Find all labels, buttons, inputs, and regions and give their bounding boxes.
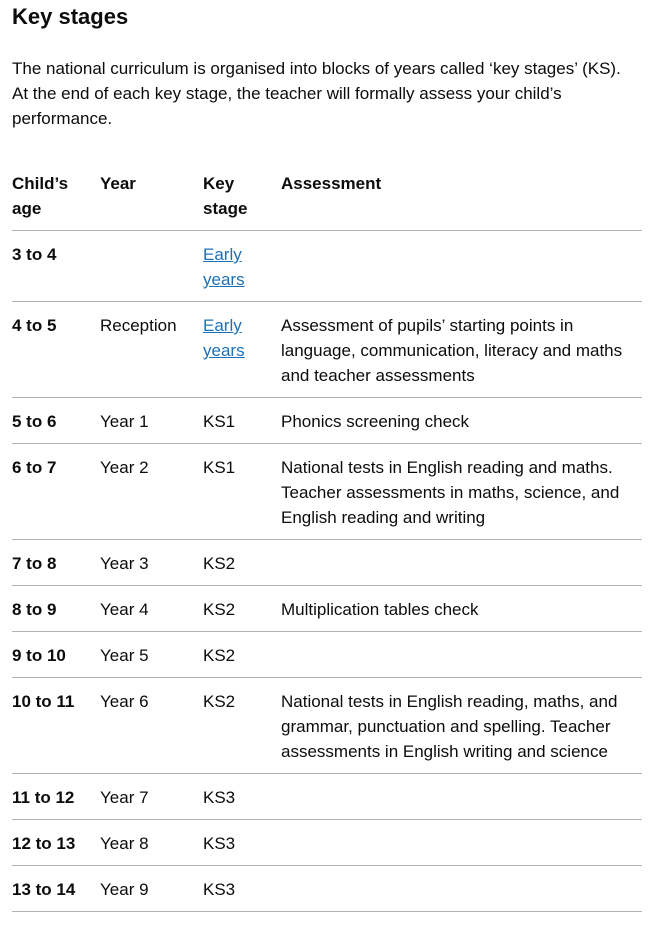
cell-age: 4 to 5	[12, 302, 100, 398]
cell-age: 9 to 10	[12, 632, 100, 678]
table-row	[12, 398, 642, 444]
cell-key-stage: KS3	[203, 774, 281, 820]
cell-age: 13 to 14	[12, 866, 100, 912]
cell-age: 10 to 11	[12, 678, 100, 774]
cell-year: Year 1	[100, 398, 203, 444]
cell-age: 8 to 9	[12, 586, 100, 632]
table-row	[12, 586, 642, 632]
header-year: Year	[100, 171, 203, 231]
table-row	[12, 302, 642, 398]
cell-assessment	[281, 774, 642, 820]
table-header-row	[12, 171, 642, 231]
key-stages-table	[12, 171, 642, 912]
cell-key-stage: KS2	[203, 632, 281, 678]
cell-year: Year 5	[100, 632, 203, 678]
cell-assessment: National tests in English reading, maths, and grammar, punctuation and spelling. Teacher assessments in English writing and science	[281, 678, 642, 774]
cell-key-stage: KS1	[203, 444, 281, 540]
cell-year: Year 4	[100, 586, 203, 632]
cell-age: 7 to 8	[12, 540, 100, 586]
key-stages-section	[12, 0, 642, 912]
cell-age: 3 to 4	[12, 231, 100, 302]
table-row	[12, 678, 642, 774]
cell-key-stage: KS2	[203, 678, 281, 774]
cell-year	[100, 231, 203, 302]
cell-key-stage: KS2	[203, 586, 281, 632]
table-row	[12, 231, 642, 302]
cell-year: Year 8	[100, 820, 203, 866]
header-childs-age: Child’s age	[12, 171, 100, 231]
cell-year: Year 6	[100, 678, 203, 774]
header-key-stage: Key stage	[203, 171, 281, 231]
cell-assessment	[281, 866, 642, 912]
cell-key-stage	[203, 302, 281, 398]
page-heading: Key stages	[12, 4, 129, 29]
cell-year: Year 2	[100, 444, 203, 540]
cell-assessment	[281, 540, 642, 586]
cell-year: Reception	[100, 302, 203, 398]
table-row	[12, 774, 642, 820]
cell-year: Year 3	[100, 540, 203, 586]
cell-year: Year 9	[100, 866, 203, 912]
intro-paragraph: The national curriculum is organised into blocks of years called ‘key stages’ (KS). At the end of each key stage, the teacher will formally assess your child’s performance.	[12, 59, 621, 128]
cell-age: 5 to 6	[12, 398, 100, 444]
cell-age: 6 to 7	[12, 444, 100, 540]
cell-age: 11 to 12	[12, 774, 100, 820]
table-row	[12, 820, 642, 866]
table-row	[12, 444, 642, 540]
cell-key-stage: KS1	[203, 398, 281, 444]
early-years-link[interactable]: Early years	[203, 245, 245, 289]
table-row	[12, 540, 642, 586]
cell-assessment: National tests in English reading and maths. Teacher assessments in maths, science, and English reading and writing	[281, 444, 642, 540]
cell-key-stage	[203, 231, 281, 302]
table-row	[12, 632, 642, 678]
cell-assessment: Phonics screening check	[281, 398, 642, 444]
cell-age: 12 to 13	[12, 820, 100, 866]
cell-assessment	[281, 820, 642, 866]
cell-key-stage: KS3	[203, 820, 281, 866]
cell-assessment: Assessment of pupils’ starting points in language, communication, literacy and maths and teacher assessments	[281, 302, 642, 398]
early-years-link[interactable]: Early years	[203, 316, 245, 360]
cell-year: Year 7	[100, 774, 203, 820]
cell-assessment: Multiplication tables check	[281, 586, 642, 632]
cell-assessment	[281, 231, 642, 302]
cell-assessment	[281, 632, 642, 678]
cell-key-stage: KS3	[203, 866, 281, 912]
cell-key-stage: KS2	[203, 540, 281, 586]
header-assessment: Assessment	[281, 171, 642, 231]
table-row	[12, 866, 642, 912]
